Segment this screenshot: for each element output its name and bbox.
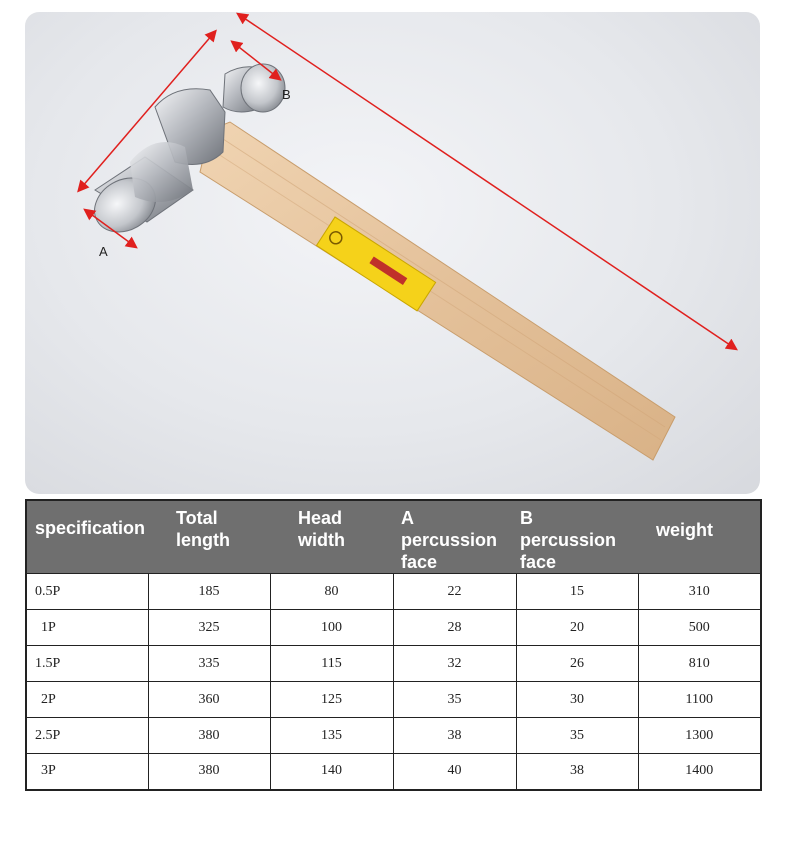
cell-weight: 1100	[638, 682, 761, 718]
cell-specification: 2P	[26, 682, 148, 718]
header-weight: weight	[638, 500, 761, 574]
cell-b-percussion-face: 35	[516, 718, 638, 754]
cell-weight: 810	[638, 646, 761, 682]
table-row	[26, 574, 761, 610]
cell-specification: 0.5P	[26, 574, 148, 610]
cell-a-percussion-face: 38	[393, 718, 516, 754]
cell-total-length: 325	[148, 610, 270, 646]
cell-total-length: 380	[148, 754, 270, 790]
cell-a-percussion-face: 32	[393, 646, 516, 682]
cell-weight: 310	[638, 574, 761, 610]
cell-a-percussion-face: 40	[393, 754, 516, 790]
cell-total-length: 380	[148, 718, 270, 754]
header-total-length: Total length	[148, 500, 270, 574]
hammer-illustration	[25, 12, 760, 494]
cell-b-percussion-face: 20	[516, 610, 638, 646]
cell-specification: 3P	[26, 754, 148, 790]
cell-b-percussion-face: 15	[516, 574, 638, 610]
table-row	[26, 646, 761, 682]
table-header-row	[26, 500, 761, 574]
cell-a-percussion-face: 28	[393, 610, 516, 646]
cell-weight: 1400	[638, 754, 761, 790]
cell-total-length: 185	[148, 574, 270, 610]
cell-head-width: 140	[270, 754, 393, 790]
dimension-label-a: A	[99, 244, 108, 259]
hammer-handle	[200, 122, 675, 460]
cell-total-length: 360	[148, 682, 270, 718]
cell-a-percussion-face: 22	[393, 574, 516, 610]
table-row	[26, 718, 761, 754]
cell-head-width: 125	[270, 682, 393, 718]
table-row	[26, 610, 761, 646]
cell-b-percussion-face: 30	[516, 682, 638, 718]
cell-b-percussion-face: 26	[516, 646, 638, 682]
table-row	[26, 754, 761, 790]
header-head-width: Head width	[270, 500, 393, 574]
cell-specification: 1P	[26, 610, 148, 646]
table-row	[26, 682, 761, 718]
cell-a-percussion-face: 35	[393, 682, 516, 718]
product-photo	[25, 12, 760, 494]
cell-specification: 1.5P	[26, 646, 148, 682]
cell-specification: 2.5P	[26, 718, 148, 754]
cell-b-percussion-face: 38	[516, 754, 638, 790]
specification-table	[25, 499, 762, 791]
cell-head-width: 115	[270, 646, 393, 682]
cell-head-width: 80	[270, 574, 393, 610]
cell-weight: 1300	[638, 718, 761, 754]
cell-head-width: 100	[270, 610, 393, 646]
header-a-percussion-face: A percussion face	[393, 500, 516, 574]
header-b-percussion-face: B percussion face	[516, 500, 638, 574]
cell-weight: 500	[638, 610, 761, 646]
header-specification: specification	[26, 500, 148, 574]
cell-total-length: 335	[148, 646, 270, 682]
dimension-label-b: B	[282, 87, 291, 102]
cell-head-width: 135	[270, 718, 393, 754]
